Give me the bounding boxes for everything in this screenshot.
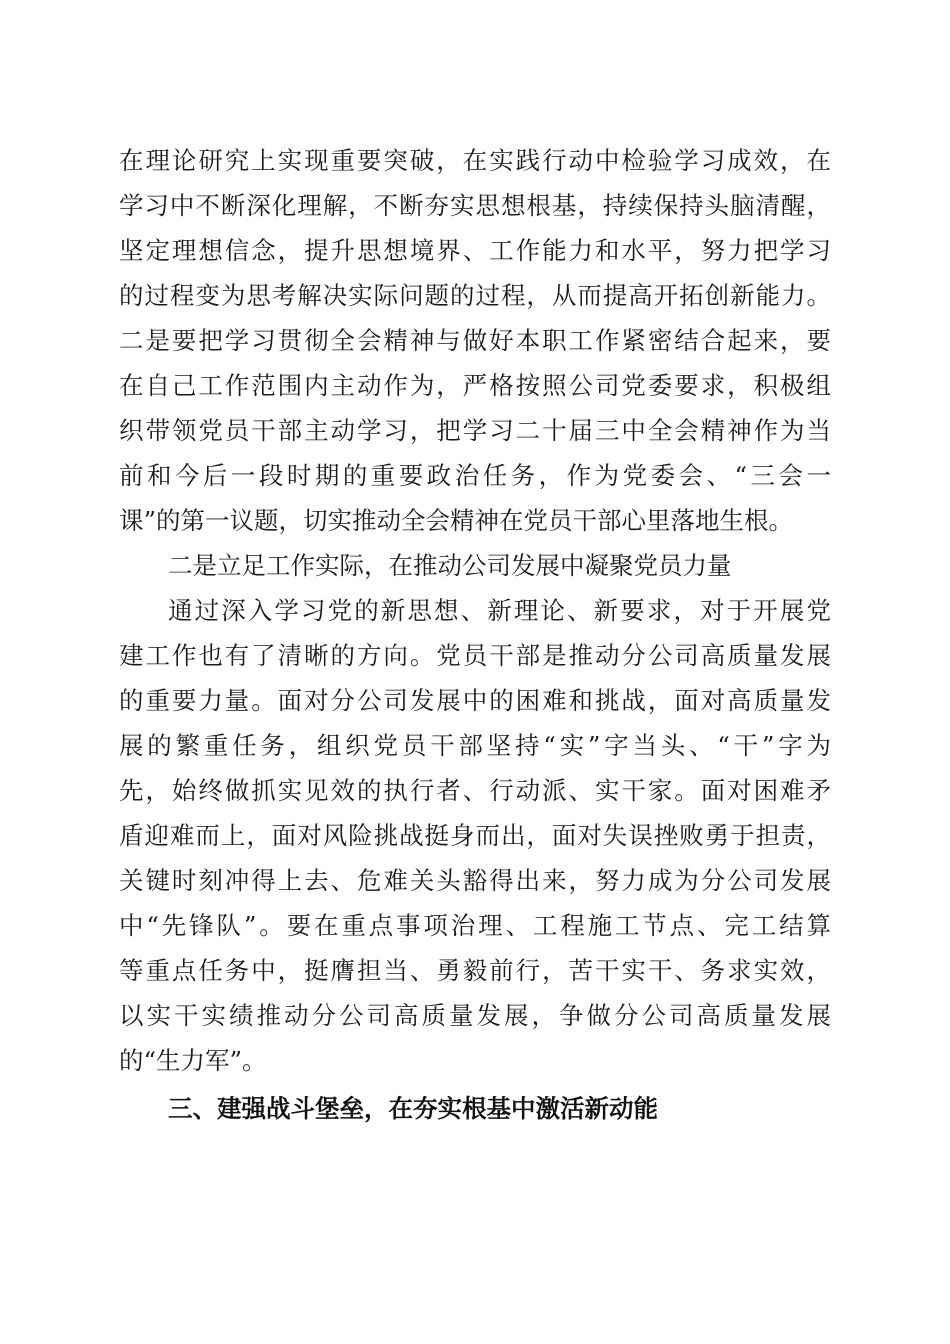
body-line: 的过程变为思考解决实际问题的过程，从而提高开拓创新能力。 bbox=[119, 281, 831, 310]
body-line: 前和今后一段时期的重要政治任务，作为党委会、“三会一 bbox=[119, 461, 831, 490]
body-line: 织带领党员干部主动学习，把学习二十届三中全会精神作为当 bbox=[119, 416, 831, 445]
body-line: 课”的第一议题，切实推动全会精神在党员干部心里落地生根。 bbox=[119, 506, 794, 535]
body-line: 盾迎难而上，面对风险挑战挺身而出，面对失误挫败勇于担责， bbox=[119, 821, 831, 850]
body-line: 等重点任务中，挺膺担当、勇毅前行，苦干实干、务求实效， bbox=[119, 956, 831, 985]
body-line: 在理论研究上实现重要突破，在实践行动中检验学习成效，在 bbox=[119, 146, 831, 175]
body-line: 通过深入学习党的新思想、新理论、新要求，对于开展党 bbox=[168, 596, 831, 625]
body-line: 展的繁重任务，组织党员干部坚持“实”字当头、“干”字为 bbox=[119, 731, 831, 760]
body-line: 二是要把学习贯彻全会精神与做好本职工作紧密结合起来，要 bbox=[119, 326, 831, 355]
body-line: 坚定理想信念，提升思想境界、工作能力和水平，努力把学习 bbox=[119, 236, 831, 265]
body-line: 中“先锋队”。要在重点事项治理、工程施工节点、完工结算 bbox=[119, 911, 831, 940]
body-line: 学习中不断深化理解，不断夯实思想根基，持续保持头脑清醒， bbox=[119, 191, 831, 220]
section-heading: 三、建强战斗堡垒，在夯实根基中激活新动能 bbox=[168, 1094, 658, 1123]
body-line: 关键时刻冲得上去、危难关头豁得出来，努力成为分公司发展 bbox=[119, 866, 831, 895]
body-line: 的重要力量。面对分公司发展中的困难和挑战，面对高质量发 bbox=[119, 686, 831, 715]
section-subheading: 二是立足工作实际，在推动公司发展中凝聚党员力量 bbox=[168, 551, 732, 580]
body-line: 在自己工作范围内主动作为，严格按照公司党委要求，积极组 bbox=[119, 371, 831, 400]
body-line: 的“生力军”。 bbox=[119, 1046, 267, 1075]
body-line: 建工作也有了清晰的方向。党员干部是推动分公司高质量发展 bbox=[119, 641, 831, 670]
body-line: 先，始终做抓实见效的执行者、行动派、实干家。面对困难矛 bbox=[119, 776, 831, 805]
body-line: 以实干实绩推动分公司高质量发展，争做分公司高质量发展 bbox=[119, 1001, 831, 1030]
